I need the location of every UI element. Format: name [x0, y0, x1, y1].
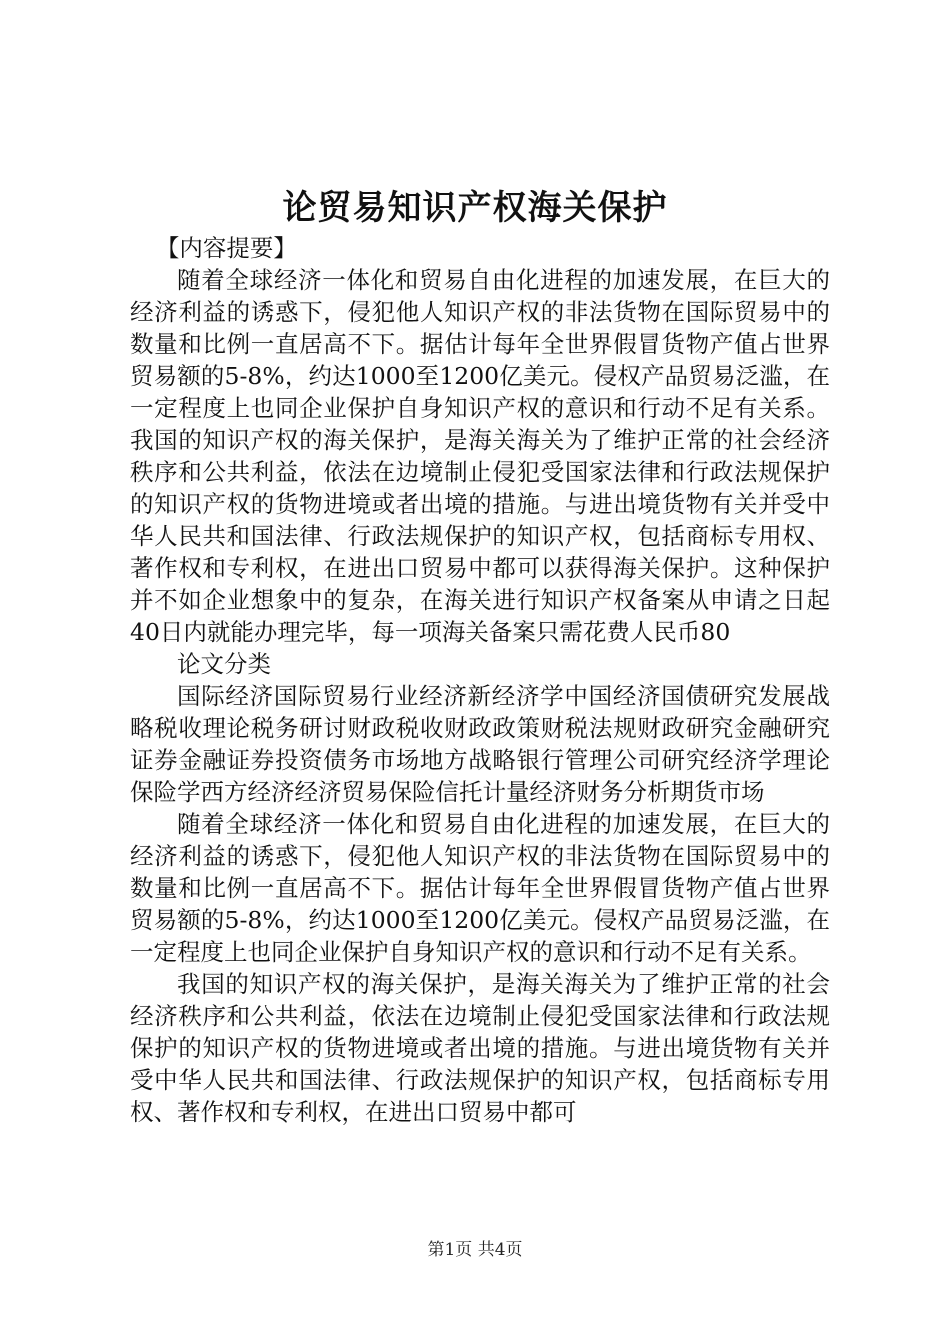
category-heading: 论文分类 — [177, 650, 271, 678]
document-body — [130, 232, 830, 1128]
page-indicator: 第1页 共4页 — [427, 1240, 523, 1260]
body-paragraph-1: 随着全球经济一体化和贸易自由化进程的加速发展，在巨大的经济利益的诱惑下，侵犯他人知识产权的非法货物在国际贸易中的数量和比例一直居高不下。据估计每年全世界假冒货物产值占世界贸易额的5-8%，约达1000至1200亿美元。侵权产品贸易泛滥，在一定程度上也同企业保护自身知识产权的意识和行动不足有关系。 — [130, 810, 830, 966]
document-title: 论贸易知识产权海关保护 — [282, 188, 668, 228]
body-paragraph-2: 我国的知识产权的海关保护，是海关海关为了维护正常的社会经济秩序和公共利益，依法在边境制止侵犯受国家法律和行政法规保护的知识产权的货物进境或者出境的措施。与进出境货物有关并受中华人民共和国法律、行政法规保护的知识产权，包括商标专用权、著作权和专利权，在进出口贸易中都可 — [130, 970, 830, 1126]
abstract-paragraph: 随着全球经济一体化和贸易自由化进程的加速发展，在巨大的经济利益的诱惑下，侵犯他人知识产权的非法货物在国际贸易中的数量和比例一直居高不下。据估计每年全世界假冒货物产值占世界贸易额的5-8%，约达1000至1200亿美元。侵权产品贸易泛滥，在一定程度上也同企业保护自身知识产权的意识和行动不足有关系。我国的知识产权的海关保护，是海关海关为了维护正常的社会经济秩序和公共利益，依法在边境制止侵犯受国家法律和行政法规保护的知识产权的货物进境或者出境的措施。与进出境货物有关并受中华人民共和国法律、行政法规保护的知识产权，包括商标专用权、著作权和专利权，在进出口贸易中都可以获得海关保护。这种保护并不如企业想象中的复杂，在海关进行知识产权备案从申请之日起40日内就能办理完毕，每一项海关备案只需花费人民币80 — [130, 266, 830, 646]
category-paragraph: 国际经济国际贸易行业经济新经济学中国经济国债研究发展战略税收理论税务研讨财政税收财政政策财税法规财政研究金融研究证券金融证券投资债务市场地方战略银行管理公司研究经济学理论保险学西方经济经济贸易保险信托计量经济财务分析期货市场 — [130, 682, 830, 806]
abstract-heading: 【内容提要】 — [155, 234, 297, 262]
